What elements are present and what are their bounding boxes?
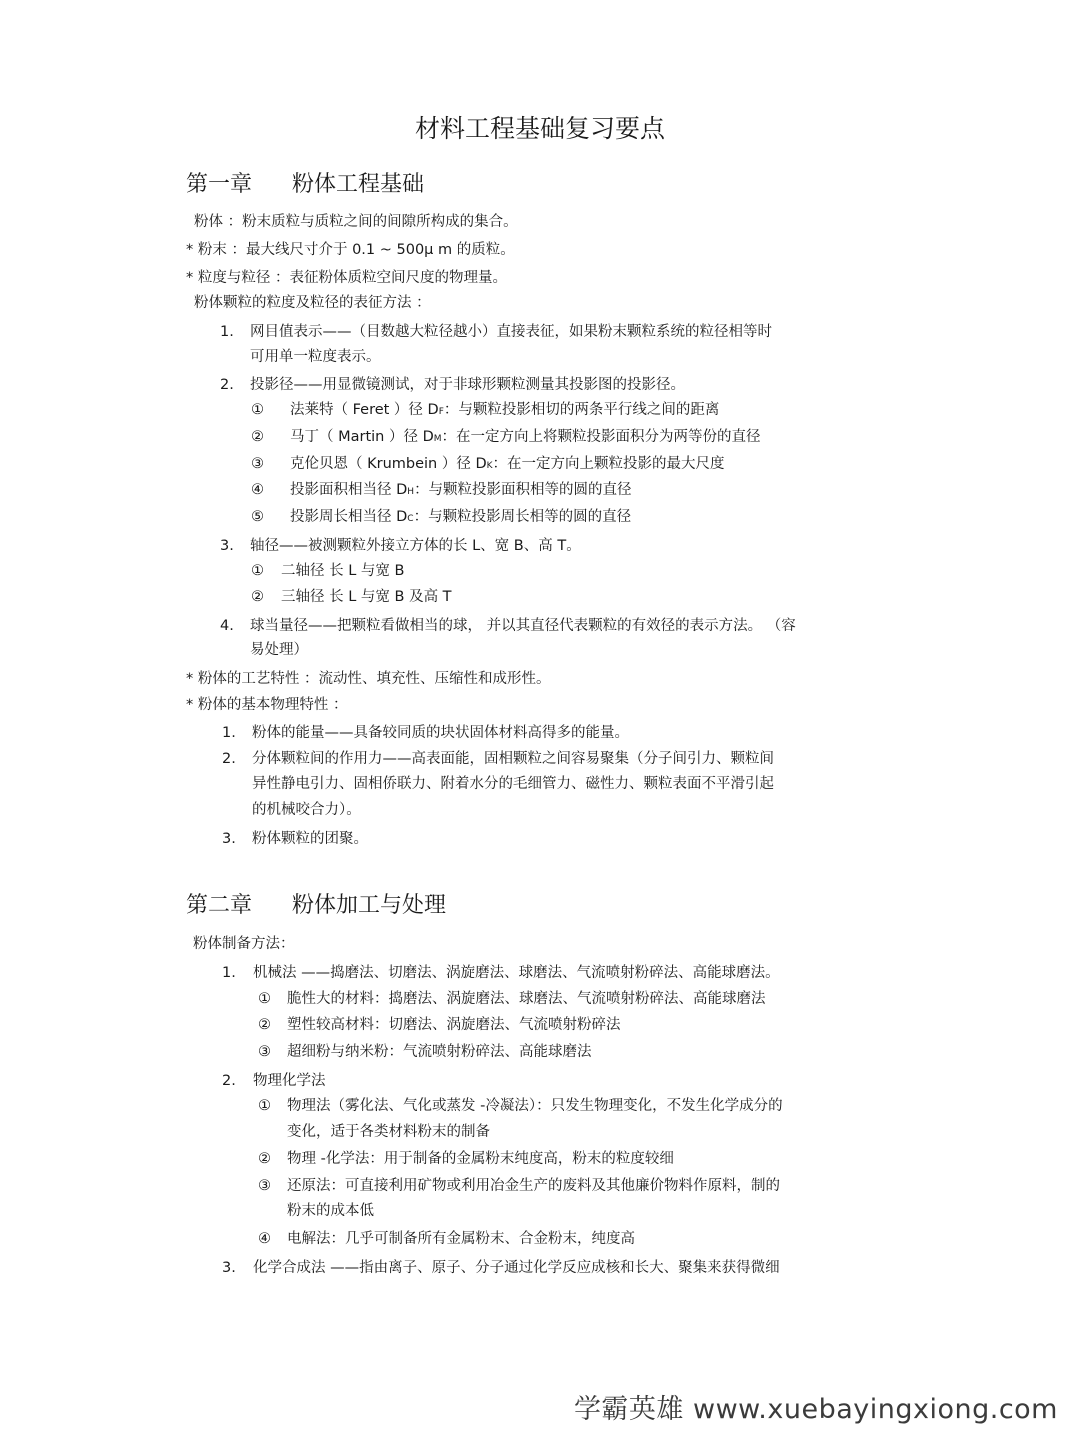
method-2-text: 投影径——用显微镜测试，对于非球形颗粒测量其投影图的投影径。 <box>250 377 685 393</box>
method-mechanical <box>222 962 780 984</box>
item-text: 脆性大的材料：捣磨法、涡旋磨法、球磨法、气流喷射粉碎法、高能球磨法 <box>287 991 766 1007</box>
item-marker: ③ <box>258 1178 271 1194</box>
list-text: 物理化学法 <box>253 1073 326 1089</box>
item-text: 投影面积相当径 D <box>290 482 408 498</box>
physchem-item-3-line-2: 粉末的成本低 <box>287 1203 374 1219</box>
method-1-line-1: 网目值表示——（目数越大粒径越小）直接表征，如果粉末颗粒系统的粒径相等时 <box>250 324 772 340</box>
methods-heading: 粉体颗粒的粒度及粒径的表征方法 ： <box>194 295 431 311</box>
list-number: 3. <box>222 831 236 847</box>
item-marker: ④ <box>251 482 264 498</box>
list-text: 化学合成法 ——指由离子、原子、分子通过化学反应成核和长大、聚集来获得微细 <box>253 1260 780 1276</box>
item-text: 还原法：可直接利用矿物或利用冶金生产的废料及其他廉价物料作原料，制的 <box>287 1178 780 1194</box>
item-text: ：与颗粒投影面积相等的圆的直径 <box>414 482 632 498</box>
physical-property-1 <box>222 722 629 744</box>
chapter-2-name: 粉体加工与处理 <box>292 893 447 918</box>
preparation-heading: 粉体制备方法： <box>193 936 295 952</box>
method-1-number: 1. <box>220 324 234 340</box>
chapter-1-number: 第一章 <box>186 172 253 197</box>
definition-fine-powder: * 粉末 ：最大线尺寸介于 0.1 ~ 500μ m 的质粒。 <box>186 242 515 258</box>
method-2 <box>220 374 685 396</box>
axis-item <box>251 560 404 582</box>
item-marker: ① <box>258 1098 271 1114</box>
site-watermark: 学霸英雄 www.xuebayingxiong.com <box>573 1394 1058 1425</box>
projection-item <box>251 479 632 503</box>
projection-item <box>251 426 761 450</box>
chapter-1-heading <box>186 170 424 200</box>
item-marker: ② <box>251 429 264 445</box>
method-4-number: 4. <box>220 618 234 634</box>
mechanical-item <box>258 1041 592 1063</box>
item-marker: ② <box>251 589 264 605</box>
item-marker: ② <box>258 1151 271 1167</box>
list-number: 2. <box>222 751 236 767</box>
list-text: 粉体颗粒的团聚。 <box>252 831 368 847</box>
list-text: 机械法 ——捣磨法、切磨法、涡旋磨法、球磨法、气流喷射粉碎法、高能球磨法。 <box>253 965 780 981</box>
method-1-line-2: 可用单一粒度表示。 <box>250 349 381 365</box>
method-3-text: 轴径——被测颗粒外接立方体的长 L、宽 B、高 T。 <box>250 538 581 554</box>
list-number: 3. <box>222 1260 236 1276</box>
process-properties: * 粉体的工艺特性 ：流动性、填充性、压缩性和成形性。 <box>186 671 551 687</box>
list-number: 1. <box>222 725 236 741</box>
definition-particle-size: * 粒度与粒径 ：表征粉体质粒空间尺度的物理量。 <box>186 270 507 286</box>
item-text: ：与颗粒投影相切的两条平行线之间的距离 <box>443 402 720 418</box>
chapter-2-number: 第二章 <box>186 893 253 918</box>
method-4-line-1: 球当量径——把颗粒看做相当的球， 并以其直径代表颗粒的有效径的表示方法。 （容 <box>250 618 796 634</box>
physical-properties-heading: * 粉体的基本物理特性 ： <box>186 697 348 713</box>
method-chemical-synthesis <box>222 1257 780 1279</box>
list-text: 粉体的能量——具备较同质的块状固体材料高得多的能量。 <box>252 725 629 741</box>
method-4 <box>220 615 796 637</box>
method-3 <box>220 535 581 557</box>
physical-property-3 <box>222 828 368 850</box>
list-number: 2. <box>222 1073 236 1089</box>
item-text: 法莱特（ Feret ）径 D <box>290 402 439 418</box>
item-marker: ① <box>251 563 264 579</box>
physical-property-2 <box>222 748 774 770</box>
item-subscript: C <box>407 514 414 524</box>
item-text: 投影周长相当径 D <box>290 509 408 525</box>
physchem-item-4 <box>258 1228 635 1250</box>
axis-item <box>251 586 452 608</box>
physical-property-2-line-2: 异性静电引力、固相侨联力、附着水分的毛细管力、磁性力、颗粒表面不平滑引起 <box>252 776 774 792</box>
projection-item <box>251 453 725 477</box>
physical-property-2-line-3: 的机械咬合力）。 <box>252 802 361 818</box>
physchem-item-1 <box>258 1095 783 1117</box>
item-marker: ③ <box>251 456 264 472</box>
item-text: 电解法：几乎可制备所有金属粉末、合金粉末，纯度高 <box>287 1231 635 1247</box>
item-subscript: K <box>486 461 493 471</box>
physchem-item-2 <box>258 1148 674 1170</box>
method-3-number: 3. <box>220 538 234 554</box>
item-text: 马丁（ Martin ）径 D <box>290 429 434 445</box>
chapter-1-name: 粉体工程基础 <box>292 172 425 197</box>
list-number: 1. <box>222 965 236 981</box>
method-1 <box>220 321 772 343</box>
item-subscript: H <box>407 487 415 497</box>
item-marker: ① <box>251 402 264 418</box>
method-2-number: 2. <box>220 377 234 393</box>
item-text: ：在一定方向上将颗粒投影面积分为两等份的直径 <box>441 429 761 445</box>
item-marker: ③ <box>258 1044 271 1060</box>
definition-powder: 粉体 ：粉末质粒与质粒之间的间隙所构成的集合。 <box>194 214 518 230</box>
item-text: 物理 -化学法：用于制备的金属粉末纯度高，粉末的粒度较细 <box>287 1151 674 1167</box>
physchem-item-1-line-2: 变化，适于各类材料粉末的制备 <box>287 1124 490 1140</box>
projection-item <box>251 506 631 530</box>
item-marker: ⑤ <box>251 509 264 525</box>
projection-item <box>251 399 719 423</box>
list-text: 分体颗粒间的作用力——高表面能，固相颗粒之间容易聚集（分子间引力、颗粒间 <box>252 751 774 767</box>
item-text: 物理法（雾化法、气化或蒸发 -冷凝法）：只发生物理变化，不发生化学成分的 <box>287 1098 783 1114</box>
item-marker: ② <box>258 1017 271 1033</box>
item-text: ：与颗粒投影周长相等的圆的直径 <box>413 509 632 525</box>
physchem-item-3 <box>258 1175 780 1197</box>
mechanical-item <box>258 1014 621 1036</box>
item-marker: ① <box>258 991 271 1007</box>
method-4-line-2: 易处理） <box>250 642 308 658</box>
item-text: 克伦贝恩（ Krumbein ）径 D <box>290 456 487 472</box>
item-text: 塑性较高材料：切磨法、涡旋磨法、气流喷射粉碎法 <box>287 1017 621 1033</box>
mechanical-item <box>258 988 766 1010</box>
item-text: 二轴径 长 L 与宽 B <box>281 563 405 579</box>
item-subscript: M <box>433 434 442 444</box>
item-subscript: F <box>438 407 444 417</box>
item-text: 超细粉与纳米粉：气流喷射粉碎法、高能球磨法 <box>287 1044 592 1060</box>
item-text: ：在一定方向上颗粒投影的最大尺度 <box>492 456 725 472</box>
item-text: 三轴径 长 L 与宽 B 及高 T <box>281 589 452 605</box>
document-title: 材料工程基础复习要点 <box>414 114 665 143</box>
method-physical-chemical <box>222 1070 326 1092</box>
chapter-2-heading <box>186 891 446 921</box>
item-marker: ④ <box>258 1231 271 1247</box>
